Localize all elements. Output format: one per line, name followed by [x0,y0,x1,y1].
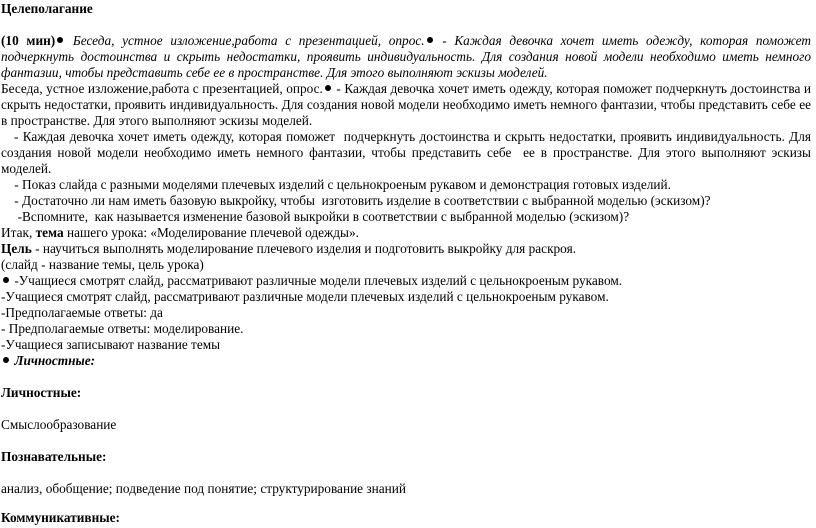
bullet-icon [3,277,9,283]
personal-bullet [1,353,811,369]
goal-word: Цель [1,241,32,256]
paragraph-intro [1,33,811,81]
bullet-icon [3,357,9,363]
students-line: -Учащиеся смотрят слайд, рассматривают различные модели плечевых изделий с цельнокроеным рукавом. [1,289,609,304]
answer-yes: -Предполагаемые ответы: да [1,305,163,320]
line-slide-show: - Показ слайда с разными моделями плечевых изделий с цельнокроеным рукавом и демонстрация готовых изделий. [1,177,671,192]
intro-text: - Каждая девочка хочет иметь одежду, которая поможет подчеркнуть достоинства и скрыть недостатки, проявить индивидуальность. Для создания новой модели необходимо иметь немного фантазии, чтобы представить себе ее в пространстве. Для этого выполняют эскизы моделей. [1,33,811,80]
bullet-icon [427,37,433,43]
time-label: (10 мин) [1,33,56,48]
bullet-icon [57,37,63,43]
paragraph-repeat [1,81,811,129]
paragraph-indent: - Каждая девочка хочет иметь одежду, которая поможет подчеркнуть достоинства и скрыть недостатки, проявить индивидуальность. Для создания новой модели необходимо иметь немного фантазии, чтобы представить себе ее в пространстве. Для этого выполняют эскизы моделей. [1,129,815,176]
slide-note: (слайд - название темы, цель урока) [1,257,204,272]
answer-modeling: - Предполагаемые ответы: моделирование. [1,321,244,336]
lesson-goal [1,241,811,257]
personal-heading: Личностные: [1,385,82,400]
personal-value: Смыслообразование [1,417,117,432]
students-write: -Учащиеся записывают название темы [1,337,221,352]
cognitive-heading: Познавательные: [1,449,107,464]
section-heading: Целеполагание [1,1,93,16]
line-question-modeling: -Вспомните, как называется изменение базовой выкройки в соответствии с выбранной моделью (эскизом)? [1,209,630,224]
bullet-students-text: -Учащиеся смотрят слайд, рассматривают различные модели плечевых изделий с цельнокроеным рукавом. [11,273,623,288]
theme-prefix: Итак, [1,225,36,240]
repeat-lead: Беседа, устное изложение,работа с презентацией, опрос. [1,81,323,96]
intro-lead: Беседа, устное изложение,работа с презентацией, опрос. [72,33,425,48]
lesson-theme [1,225,811,241]
repeat-text: - Каждая девочка хочет иметь одежду, которая поможет подчеркнуть достоинства и скрыть недостатки, проявить индивидуальность. Для создания новой модели необходимо иметь немного фантазии, чтобы представить себе ее в пространстве. Для этого выполняют эскизы моделей. [1,81,811,128]
bullet-icon [325,85,331,91]
goal-rest: - научиться выполнять моделирование плечевого изделия и подготовить выкройку для раскроя. [31,241,577,256]
theme-rest: нашего урока: «Моделирование плечевой одежды». [63,225,359,240]
line-question-base: - Достаточно ли нам иметь базовую выкройку, чтобы изготовить изделие в соответствии с выбранной моделью (эскизом)? [1,193,711,208]
communicative-heading: Коммуникативные: [1,510,120,525]
cognitive-value: анализ, обобщение; подведение под понятие; структурирование знаний [1,481,407,496]
theme-word: тема [35,225,64,240]
bullet-students [1,273,811,289]
personal-bullet-text: Личностные: [11,353,96,368]
